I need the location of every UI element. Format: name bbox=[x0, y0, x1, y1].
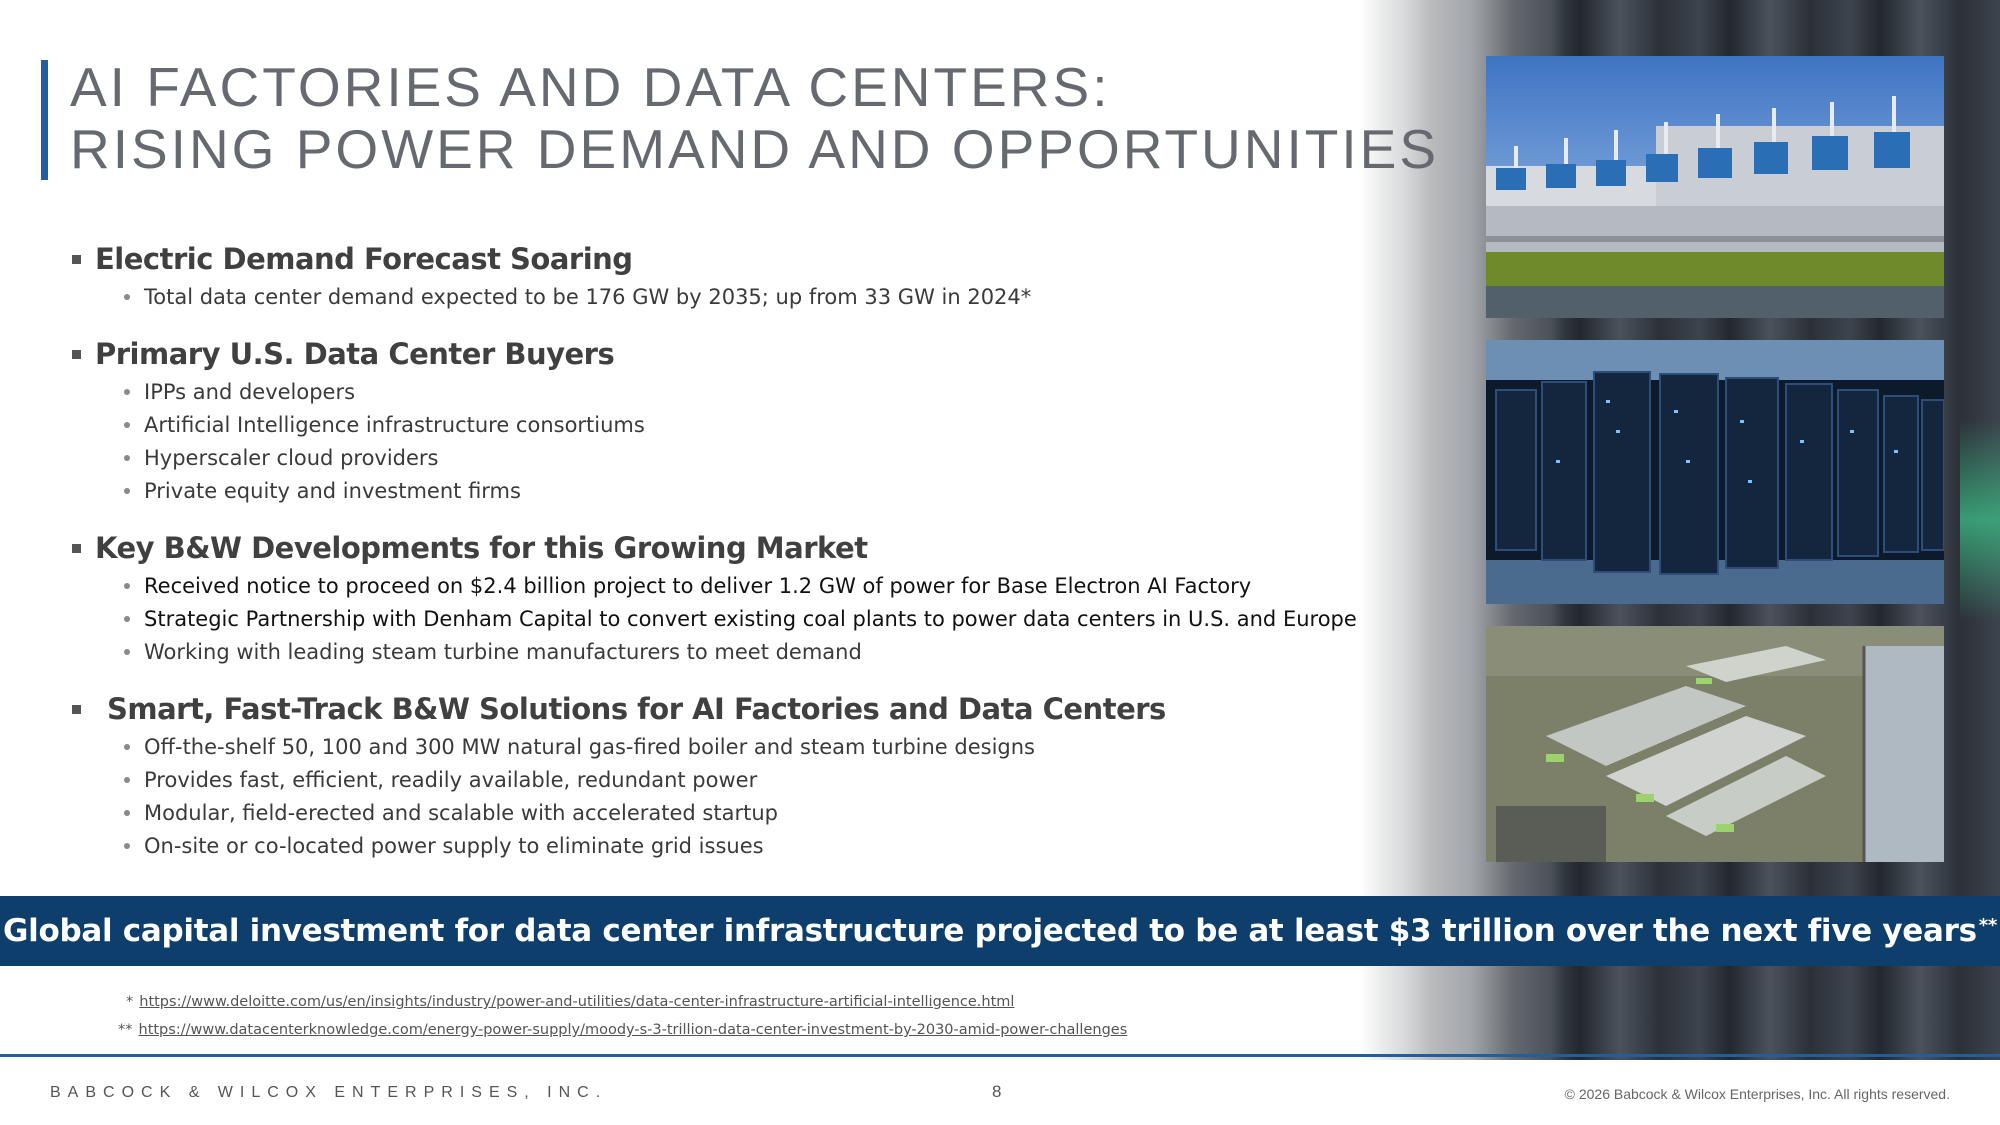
list-item: Strategic Partnership with Denham Capital to convert existing coal plants to power data centers in U.S. and Europe bbox=[72, 602, 1402, 635]
square-bullet-icon bbox=[72, 544, 81, 553]
section-developments bbox=[72, 527, 1402, 668]
data-center-exterior-image bbox=[1486, 56, 1944, 318]
square-bullet-icon bbox=[72, 705, 81, 714]
footnote-link[interactable]: https://www.deloitte.com/us/en/insights/industry/power-and-utilities/data-center-infrastructure-artificial-intelligence.html bbox=[139, 994, 1015, 1010]
section-buyers bbox=[72, 333, 1402, 507]
aerial-campus-image bbox=[1486, 626, 1944, 862]
list-item: On-site or co-located power supply to eliminate grid issues bbox=[72, 829, 1402, 862]
title-line-2: RISING POWER DEMAND AND OPPORTUNITIES bbox=[70, 118, 1440, 180]
footnote-2 bbox=[118, 1016, 1127, 1044]
dot-bullet-icon bbox=[124, 777, 130, 783]
dot-bullet-icon bbox=[124, 744, 130, 750]
list-item: Private equity and investment firms bbox=[72, 474, 1402, 507]
dot-bullet-icon bbox=[124, 488, 130, 494]
section-heading: Key B&W Developments for this Growing Market bbox=[95, 531, 868, 565]
section-demand bbox=[72, 238, 1402, 313]
server-racks-image bbox=[1486, 340, 1944, 604]
list-item: Modular, field-erected and scalable with accelerated startup bbox=[72, 796, 1402, 829]
section-heading: Smart, Fast-Track B&W Solutions for AI Factories and Data Centers bbox=[107, 692, 1166, 726]
page-title bbox=[70, 56, 1470, 180]
title-line-1: AI FACTORIES AND DATA CENTERS: bbox=[70, 56, 1111, 118]
backdrop-glow bbox=[1960, 420, 2000, 620]
dot-bullet-icon bbox=[124, 294, 130, 300]
footnote-link[interactable]: https://www.datacenterknowledge.com/energy-power-supply/moody-s-3-trillion-data-center-investment-by-2030-amid-power-challenges bbox=[138, 1022, 1128, 1038]
list-item: Total data center demand expected to be 176 GW by 2035; up from 33 GW in 2024* bbox=[72, 280, 1402, 313]
banner-footnote-mark: ** bbox=[1978, 914, 1997, 936]
investment-banner bbox=[0, 896, 2000, 966]
dot-bullet-icon bbox=[124, 389, 130, 395]
footnote-mark: ** bbox=[118, 1022, 133, 1038]
dot-bullet-icon bbox=[124, 455, 130, 461]
footnotes bbox=[118, 988, 1127, 1044]
square-bullet-icon bbox=[72, 350, 81, 359]
footnote-mark: * bbox=[126, 994, 134, 1010]
bullet-content bbox=[72, 238, 1402, 882]
title-accent-bar bbox=[41, 60, 48, 180]
list-item: Received notice to proceed on $2.4 billion project to deliver 1.2 GW of power for Base Electron AI Factory bbox=[72, 569, 1402, 602]
dot-bullet-icon bbox=[124, 649, 130, 655]
section-heading: Primary U.S. Data Center Buyers bbox=[95, 337, 615, 371]
section-solutions bbox=[72, 688, 1402, 862]
list-item: Provides fast, efficient, readily available, redundant power bbox=[72, 763, 1402, 796]
dot-bullet-icon bbox=[124, 616, 130, 622]
copyright-notice: © 2026 Babcock & Wilcox Enterprises, Inc. All rights reserved. bbox=[1564, 1086, 1950, 1102]
list-item: Hyperscaler cloud providers bbox=[72, 441, 1402, 474]
company-name: BABCOCK & WILCOX ENTERPRISES, INC. bbox=[50, 1084, 608, 1101]
section-heading: Electric Demand Forecast Soaring bbox=[95, 242, 633, 276]
dot-bullet-icon bbox=[124, 583, 130, 589]
list-item: Artificial Intelligence infrastructure consortiums bbox=[72, 408, 1402, 441]
page-number: 8 bbox=[992, 1082, 1002, 1101]
dot-bullet-icon bbox=[124, 810, 130, 816]
dot-bullet-icon bbox=[124, 843, 130, 849]
list-item: Off-the-shelf 50, 100 and 300 MW natural gas-fired boiler and steam turbine designs bbox=[72, 730, 1402, 763]
square-bullet-icon bbox=[72, 255, 81, 264]
footnote-1 bbox=[118, 988, 1127, 1016]
list-item: Working with leading steam turbine manufacturers to meet demand bbox=[72, 635, 1402, 668]
list-item: IPPs and developers bbox=[72, 375, 1402, 408]
dot-bullet-icon bbox=[124, 422, 130, 428]
footer-divider bbox=[0, 1054, 2000, 1057]
banner-text: Global capital investment for data center infrastructure projected to be at least $3 trillion over the next five years bbox=[3, 913, 1977, 949]
